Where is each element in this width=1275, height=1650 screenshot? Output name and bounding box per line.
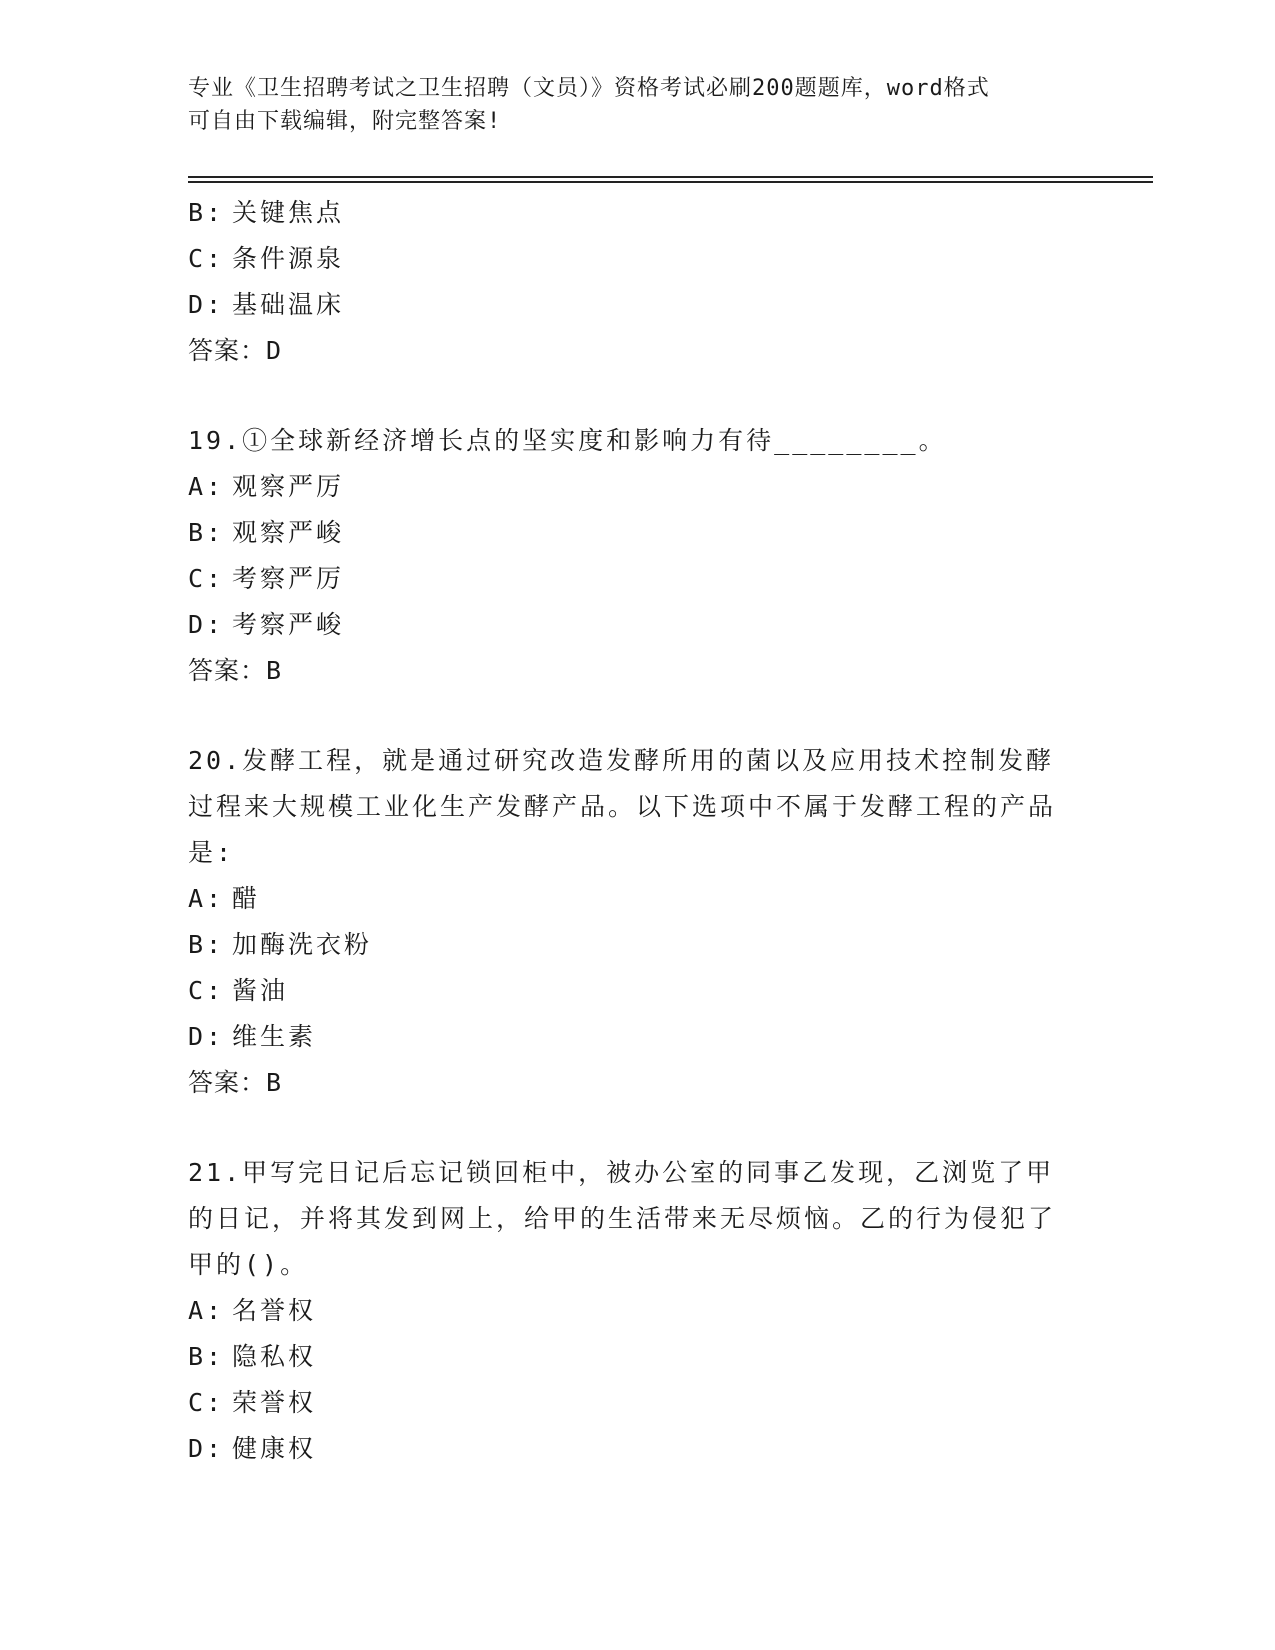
option-d: D: 基础温床 (188, 290, 345, 319)
option-c: C: 条件源泉 (188, 244, 345, 273)
option-d: D: 健康权 (188, 1434, 317, 1463)
answer: 答案：B (188, 656, 283, 685)
question-18-tail (188, 190, 1068, 374)
question-19 (188, 418, 1068, 694)
header-divider-top (188, 176, 1153, 178)
question-21 (188, 1150, 1068, 1472)
option-c: C: 考察严厉 (188, 564, 345, 593)
document-header (188, 72, 1068, 138)
option-b: B: 关键焦点 (188, 198, 345, 227)
header-divider-bottom (188, 181, 1153, 183)
option-c: C: 荣誉权 (188, 1388, 317, 1417)
answer: 答案：D (188, 336, 283, 365)
option-d: D: 考察严峻 (188, 610, 345, 639)
option-a: A: 醋 (188, 884, 261, 913)
option-a: A: 名誉权 (188, 1296, 317, 1325)
answer: 答案：B (188, 1068, 283, 1097)
header-line-1: 专业《卫生招聘考试之卫生招聘（文员）》资格考试必刷200题题库，word格式 (188, 76, 990, 101)
option-b: B: 观察严峻 (188, 518, 345, 547)
question-text: 20.发酵工程，就是通过研究改造发酵所用的菌以及应用技术控制发酵过程来大规模工业化生产发酵产品。以下选项中不属于发酵工程的产品是: (188, 746, 1057, 867)
option-a: A: 观察严厉 (188, 472, 345, 501)
question-text: 19.①全球新经济增长点的坚实度和影响力有待________。 (188, 426, 947, 455)
option-d: D: 维生素 (188, 1022, 317, 1051)
option-c: C: 酱油 (188, 976, 289, 1005)
option-b: B: 加酶洗衣粉 (188, 930, 373, 959)
question-list (188, 190, 1068, 1472)
option-b: B: 隐私权 (188, 1342, 317, 1371)
header-line-2: 可自由下载编辑，附完整答案! (188, 109, 502, 134)
question-20 (188, 738, 1068, 1106)
question-text: 21.甲写完日记后忘记锁回柜中，被办公室的同事乙发现，乙浏览了甲的日记，并将其发到网上，给甲的生活带来无尽烦恼。乙的行为侵犯了甲的()。 (188, 1158, 1057, 1279)
